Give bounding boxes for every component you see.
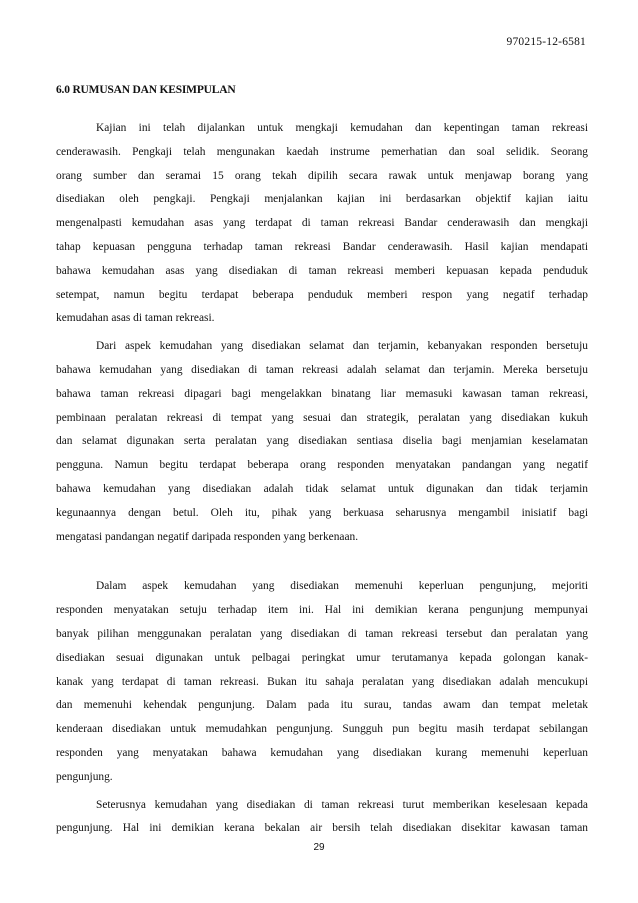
text-line: setempat, namun begitu terdapat beberapa penduduk memberi respon yang negatif terhadap xyxy=(56,288,588,301)
text-line: tahap kepuasan pengguna terhadap taman rekreasi Bandar cenderawasih. Hasil kajian mendapati xyxy=(56,240,588,253)
text-line: kemudahan asas di taman rekreasi. xyxy=(56,312,215,325)
text-line: responden menyatakan setuju terhadap item ini. Hal ini demikian kerana pengunjung mempunyai xyxy=(56,604,588,617)
text-line: banyak pilihan menggunakan peralatan yang disediakan di taman rekreasi tersebut dan peralatan yang xyxy=(56,627,588,640)
paragraph-needs xyxy=(56,575,588,789)
text-line: Dari aspek kemudahan yang disediakan selamat dan terjamin, kebanyakan responden bersetuju xyxy=(96,340,588,353)
text-line: bahawa kemudahan yang disediakan adalah tidak selamat untuk digunakan dan tidak terjamin xyxy=(56,482,588,495)
text-line: responden yang menyatakan bahawa kemudahan yang disediakan kurang memenuhi keperluan xyxy=(56,746,588,759)
text-line: kegunaannya dengan betul. Oleh itu, pihak yang berkuasa seharusnya mengambil inisiatif bagi xyxy=(56,506,588,519)
paragraph-summary xyxy=(56,117,588,331)
page-number: 29 xyxy=(313,842,325,853)
paragraph-safety xyxy=(56,335,588,549)
text-line: orang sumber dan seramai 15 orang tekah dipilih secara rawak untuk menjawap borang yang xyxy=(56,169,588,182)
text-line: dan selamat digunakan serta peralatan yang disediakan sentiasa diselia bagi menjamian keselamatan xyxy=(56,435,588,448)
text-line: pengunjung. Hal ini demikian kerana bekalan air bersih telah disediakan disekitar kawasan taman xyxy=(56,822,588,835)
text-line: Dalam aspek kemudahan yang disediakan memenuhi keperluan pengunjung, mejoriti xyxy=(96,580,588,593)
text-line: pengguna. Namun begitu terdapat beberapa orang responden menyatakan pandangan yang negatif xyxy=(56,459,588,472)
text-line: bahawa kemudahan yang disediakan di taman rekreasi adalah selamat dan terjamin. Mereka bersetuju xyxy=(56,363,588,376)
document-body xyxy=(56,117,588,845)
text-line: bahawa kemudahan asas yang disediakan di taman rekreasi memberi kepuasan kepada penduduk xyxy=(56,264,588,277)
text-line: disediakan sesuai digunakan untuk pelbagai peringkat umur terutamanya kepada golongan kanak- xyxy=(56,651,588,664)
document-id-number: 970215-12-6581 xyxy=(506,36,586,48)
text-line: mengatasi pandangan negatif daripada responden yang berkenaan. xyxy=(56,530,359,543)
text-line: disediakan oleh pengkaji. Pengkaji menjalankan kajian ini berdasarkan objektif kajian iaitu xyxy=(56,193,588,206)
text-line: kenderaan disediakan untuk memudahkan pengunjung. Sungguh pun begitu masih terdapat sebilangan xyxy=(56,723,588,736)
text-line: pengunjung. xyxy=(56,770,113,783)
text-line: bahawa taman rekreasi dipagari bagi mengelakkan binatang liar memasuki kawasan taman rekreasi, xyxy=(56,387,588,400)
text-line: dan memenuhi kehendak pengunjung. Dalam pada itu surau, tandas awam dan tempat meletak xyxy=(56,699,588,712)
text-line: pembinaan peralatan rekreasi di tempat yang sesuai dan strategik, peralatan yang disediakan kukuh xyxy=(56,411,588,424)
text-line: cenderawasih. Pengkaji telah mengunakan kaedah instrume pemerhatian dan soal selidik. Seorang xyxy=(56,145,588,158)
text-line: Kajian ini telah dijalankan untuk mengkaji kemudahan dan kepentingan taman rekreasi xyxy=(96,122,588,134)
text-line: kanak yang terdapat di taman rekreasi. Bukan itu sahaja peralatan yang disediakan adalah mencukupi xyxy=(56,675,588,688)
text-line: mengenalpasti kemudahan asas yang terdapat di taman rekreasi Bandar cenderawasih dan mengkaji xyxy=(56,217,588,230)
section-title: 6.0 RUMUSAN DAN KESIMPULAN xyxy=(56,84,236,96)
text-line: Seterusnya kemudahan yang disediakan di taman rekreasi turut memberikan keselesaan kepada xyxy=(96,798,588,811)
paragraph-comfort xyxy=(56,794,588,842)
